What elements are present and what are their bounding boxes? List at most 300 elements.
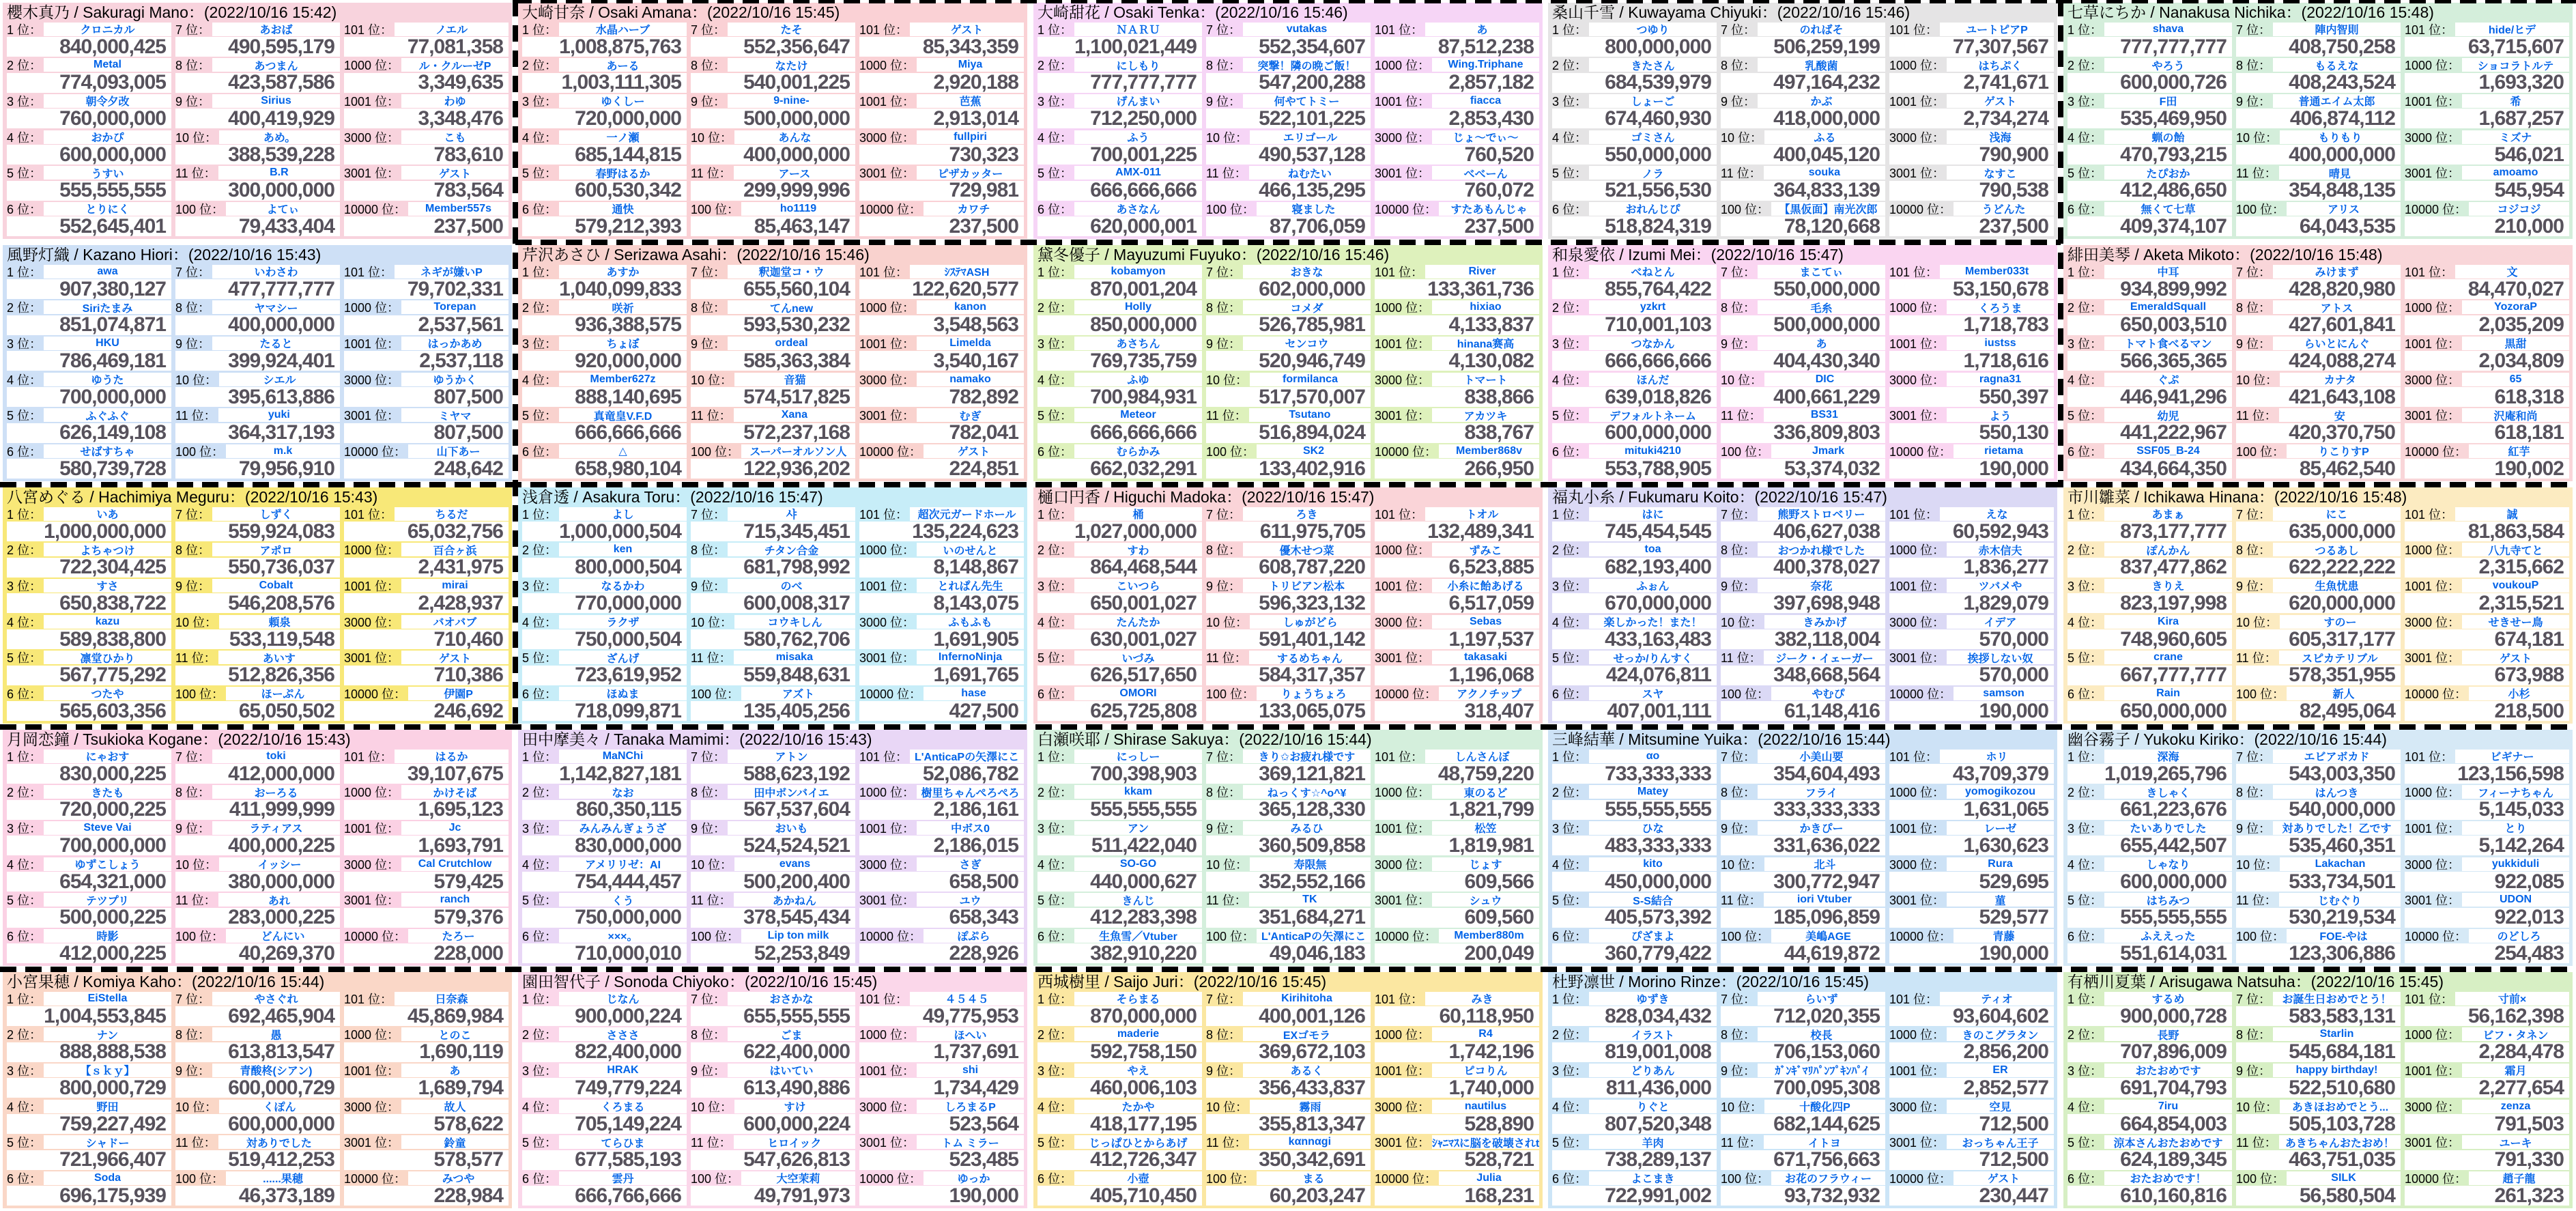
player-name-box[interactable] xyxy=(1074,750,1202,763)
player-name-link[interactable]: iori Vtuber xyxy=(1797,894,1852,906)
player-name-box[interactable] xyxy=(559,202,687,216)
player-name-box[interactable] xyxy=(1432,1135,1539,1149)
player-name-box[interactable] xyxy=(212,992,340,1006)
player-name-box[interactable] xyxy=(1589,857,1717,871)
player-name-link[interactable]: よう xyxy=(1989,410,2012,423)
player-name-box[interactable] xyxy=(559,750,687,763)
player-name-box[interactable] xyxy=(924,444,1024,458)
player-name-box[interactable] xyxy=(1432,821,1539,835)
player-name-link[interactable]: InfernoNinja xyxy=(938,651,1003,664)
player-name-link[interactable]: Sirius xyxy=(261,94,291,106)
player-name-link[interactable]: おっちゃん王子 xyxy=(1962,1137,2039,1150)
player-name-link[interactable]: ひな xyxy=(1642,823,1664,835)
player-name-link[interactable]: 浅海 xyxy=(1989,132,2012,144)
player-name-box[interactable] xyxy=(44,300,171,314)
player-name-link[interactable]: ぐぷ xyxy=(2157,375,2179,386)
player-name-link[interactable]: 熊野ストロベリー xyxy=(1777,509,1865,521)
player-name-box[interactable] xyxy=(44,893,171,907)
player-name-link[interactable]: にっしー xyxy=(1116,752,1160,763)
player-name-link[interactable]: きみかげ xyxy=(1803,617,1847,629)
player-name-box[interactable] xyxy=(1947,1100,2054,1113)
player-name-link[interactable]: ル・クルーゼP xyxy=(418,60,491,72)
player-name-link[interactable]: アクノチップ xyxy=(1457,689,1521,700)
player-name-link[interactable]: つなかん xyxy=(1631,339,1675,350)
player-name-link[interactable]: べねとん xyxy=(1631,267,1675,279)
player-name-box[interactable] xyxy=(212,821,340,835)
player-name-box[interactable] xyxy=(2280,373,2401,386)
player-name-link[interactable]: 霜月 xyxy=(2504,1066,2527,1077)
player-name-link[interactable]: トリビアン松本 xyxy=(1268,581,1345,593)
player-name-box[interactable] xyxy=(1432,58,1539,72)
player-name-link[interactable]: △ xyxy=(618,445,627,457)
player-name-box[interactable] xyxy=(44,615,171,629)
player-name-link[interactable]: てらひま xyxy=(601,1137,645,1150)
player-name-link[interactable]: とりにく xyxy=(85,204,130,216)
player-name-box[interactable] xyxy=(2104,1064,2232,1077)
player-name-link[interactable]: 美嶋AGE xyxy=(1805,931,1851,943)
player-name-link[interactable]: 新人 xyxy=(2332,689,2355,700)
player-name-link[interactable]: iustss xyxy=(1984,337,2016,349)
player-name-box[interactable] xyxy=(401,1027,509,1041)
player-name-link[interactable]: 9-nine- xyxy=(773,94,810,106)
player-name-box[interactable] xyxy=(1074,929,1202,943)
player-name-box[interactable] xyxy=(1074,373,1202,386)
player-name-link[interactable]: ranch xyxy=(440,894,470,906)
player-name-link[interactable]: Siriたまみ xyxy=(82,302,133,315)
player-name-link[interactable]: L'AnticaPの矢澤にこ xyxy=(914,752,1020,763)
player-name-box[interactable] xyxy=(401,58,509,72)
player-name-link[interactable]: UDON xyxy=(2499,894,2532,906)
player-name-link[interactable]: センコウ xyxy=(1285,339,1329,350)
player-name-link[interactable]: hide/ヒデ xyxy=(2488,25,2536,36)
player-name-box[interactable] xyxy=(1589,94,1717,108)
player-name-link[interactable]: mituki4210 xyxy=(1625,444,1681,457)
player-name-link[interactable]: よし xyxy=(612,509,634,521)
player-name-box[interactable] xyxy=(1432,373,1539,386)
player-name-link[interactable]: Member627z xyxy=(590,373,656,385)
player-name-box[interactable] xyxy=(1947,651,2054,664)
player-name-box[interactable] xyxy=(559,1135,687,1149)
player-name-link[interactable]: ゆうかく xyxy=(433,375,477,386)
player-name-box[interactable] xyxy=(1947,130,2054,144)
player-name-box[interactable] xyxy=(741,202,855,216)
player-name-box[interactable] xyxy=(728,821,855,835)
player-name-link[interactable]: むらかみ xyxy=(1116,446,1160,458)
player-name-box[interactable] xyxy=(559,337,687,350)
player-name-link[interactable]: 幼児 xyxy=(2157,410,2179,423)
player-name-link[interactable]: ｶﾞﾝｷﾞﾏﾘﾊﾟﾝﾌﾟｷﾝﾊﾟｲ xyxy=(1775,1066,1868,1077)
player-name-box[interactable] xyxy=(1589,166,1717,180)
player-name-box[interactable] xyxy=(2455,992,2569,1006)
player-name-link[interactable]: あきほおめでとう... xyxy=(2291,1102,2389,1113)
player-name-box[interactable] xyxy=(212,265,340,279)
player-name-box[interactable] xyxy=(1589,1135,1717,1149)
player-name-link[interactable]: Kirihitoha xyxy=(1281,992,1332,1004)
player-name-link[interactable]: kanon xyxy=(954,301,987,313)
player-name-link[interactable]: AMX-011 xyxy=(1115,167,1161,179)
player-name-link[interactable]: ユウ xyxy=(959,895,982,907)
player-name-link[interactable]: たそ xyxy=(780,25,803,36)
player-name-box[interactable] xyxy=(559,543,687,556)
player-name-link[interactable]: アン xyxy=(1127,823,1149,835)
player-name-box[interactable] xyxy=(1589,785,1717,799)
player-name-link[interactable]: ken xyxy=(613,543,633,556)
player-name-link[interactable]: S-S結合 xyxy=(1633,895,1673,907)
player-name-box[interactable] xyxy=(559,265,687,279)
player-name-box[interactable] xyxy=(219,857,340,871)
player-name-box[interactable] xyxy=(1947,1027,2054,1041)
player-name-box[interactable] xyxy=(1589,507,1717,521)
player-name-box[interactable] xyxy=(2104,857,2232,871)
player-name-link[interactable]: せっか/りんすく xyxy=(1613,653,1693,665)
player-name-box[interactable] xyxy=(44,651,171,664)
player-name-link[interactable]: つゆり xyxy=(1636,25,1670,36)
player-name-box[interactable] xyxy=(1243,1027,1371,1041)
player-name-box[interactable] xyxy=(212,94,340,108)
player-name-box[interactable] xyxy=(2104,1100,2232,1113)
player-name-box[interactable] xyxy=(1758,785,1885,799)
player-name-box[interactable] xyxy=(917,615,1024,629)
player-name-link[interactable]: 挨拶しない奴 xyxy=(1967,653,2033,665)
player-name-box[interactable] xyxy=(2462,1064,2569,1077)
player-name-box[interactable] xyxy=(1432,651,1539,664)
player-name-box[interactable] xyxy=(1243,23,1371,36)
player-name-box[interactable] xyxy=(1249,408,1371,422)
player-name-link[interactable]: ゴミさん xyxy=(1631,132,1675,144)
player-name-box[interactable] xyxy=(1432,785,1539,799)
player-name-box[interactable] xyxy=(219,1100,340,1113)
player-name-box[interactable] xyxy=(2104,58,2232,72)
player-name-link[interactable]: 菫 xyxy=(1994,895,2006,907)
player-name-box[interactable] xyxy=(728,94,855,108)
player-name-box[interactable] xyxy=(734,130,855,144)
player-name-box[interactable] xyxy=(401,166,509,180)
player-name-box[interactable] xyxy=(1589,821,1717,835)
player-name-link[interactable]: 鈴童 xyxy=(444,1137,466,1150)
player-name-link[interactable]: テツプリ xyxy=(85,895,130,907)
player-name-box[interactable] xyxy=(559,166,687,180)
player-name-link[interactable]: 時影 xyxy=(96,931,119,943)
player-name-box[interactable] xyxy=(1764,373,1885,386)
player-name-link[interactable]: ふもふも xyxy=(948,617,992,629)
player-name-box[interactable] xyxy=(1243,992,1371,1006)
player-name-link[interactable]: 黒甜 xyxy=(2504,339,2527,350)
player-name-link[interactable]: ナン xyxy=(96,1029,119,1042)
player-name-link[interactable]: YozoraP xyxy=(2494,301,2537,313)
player-name-link[interactable]: evans xyxy=(779,857,811,870)
player-name-box[interactable] xyxy=(1758,821,1885,835)
player-name-box[interactable] xyxy=(1257,202,1371,216)
player-name-box[interactable] xyxy=(2104,1171,2232,1185)
player-name-link[interactable]: はいてい xyxy=(769,1066,814,1077)
player-name-box[interactable] xyxy=(2462,94,2569,108)
player-name-link[interactable]: 突撃！隣の晩ご飯！ xyxy=(1257,60,1356,72)
player-name-box[interactable] xyxy=(401,543,509,556)
player-name-link[interactable]: ふゆ xyxy=(1127,375,1149,386)
player-name-link[interactable]: ずみこ xyxy=(1469,545,1502,557)
player-name-link[interactable]: たると xyxy=(259,339,293,350)
player-name-link[interactable]: イデア xyxy=(1984,617,2017,629)
player-name-box[interactable] xyxy=(212,507,340,521)
player-name-box[interactable] xyxy=(1954,929,2054,943)
player-name-box[interactable] xyxy=(2280,857,2401,871)
player-name-box[interactable] xyxy=(212,1027,340,1041)
player-name-box[interactable] xyxy=(2104,444,2232,458)
player-name-box[interactable] xyxy=(2104,893,2232,907)
player-name-link[interactable]: ゲスト xyxy=(1987,1173,2020,1185)
player-name-link[interactable]: レーゼ xyxy=(1984,823,2017,835)
player-name-box[interactable] xyxy=(44,1100,171,1113)
player-name-box[interactable] xyxy=(728,507,855,521)
player-name-box[interactable] xyxy=(559,651,687,664)
player-name-link[interactable]: MaNChi xyxy=(602,750,644,762)
player-name-link[interactable]: 故人 xyxy=(444,1102,466,1113)
player-name-box[interactable] xyxy=(1074,265,1202,279)
player-name-box[interactable] xyxy=(1257,1171,1371,1185)
player-name-link[interactable]: River xyxy=(1468,265,1496,277)
player-name-box[interactable] xyxy=(218,166,340,180)
player-name-link[interactable]: 対ありでした xyxy=(246,1137,312,1150)
player-name-link[interactable]: ordeal xyxy=(775,337,808,349)
player-name-link[interactable]: 百合ヶ浜 xyxy=(433,545,477,557)
player-name-box[interactable] xyxy=(1940,992,2054,1006)
player-name-link[interactable]: あさなん xyxy=(1116,204,1160,216)
player-name-link[interactable]: 愚 xyxy=(270,1029,282,1042)
player-name-link[interactable]: カワチ xyxy=(957,204,990,216)
player-name-link[interactable]: 樹里ちゃんぺろぺろ xyxy=(921,787,1020,799)
player-name-link[interactable]: fullpiri xyxy=(954,130,987,143)
player-name-link[interactable]: ホリ xyxy=(1986,752,2008,763)
player-name-link[interactable]: 寸前× xyxy=(2498,994,2527,1006)
player-name-box[interactable] xyxy=(2104,615,2232,629)
player-name-box[interactable] xyxy=(401,651,509,664)
player-name-box[interactable] xyxy=(2273,265,2401,279)
player-name-link[interactable]: クロニカル xyxy=(80,25,135,36)
player-name-link[interactable]: すたあもんじゃ xyxy=(1450,204,1528,216)
player-name-box[interactable] xyxy=(2273,992,2401,1006)
player-name-box[interactable] xyxy=(559,94,687,108)
player-name-box[interactable] xyxy=(1589,1064,1717,1077)
player-name-box[interactable] xyxy=(44,373,171,386)
player-name-box[interactable] xyxy=(2469,444,2569,458)
player-name-link[interactable]: Limelda xyxy=(949,337,991,349)
player-name-box[interactable] xyxy=(1940,265,2054,279)
player-name-box[interactable] xyxy=(1243,785,1371,799)
player-name-link[interactable]: トマート xyxy=(1463,375,1508,386)
player-name-link[interactable]: コジコジ xyxy=(2497,204,2541,216)
player-name-box[interactable] xyxy=(1589,893,1717,907)
player-name-box[interactable] xyxy=(44,821,171,835)
player-name-link[interactable]: やさぐれ xyxy=(254,994,298,1006)
player-name-box[interactable] xyxy=(910,507,1024,521)
player-name-box[interactable] xyxy=(44,857,171,871)
player-name-box[interactable] xyxy=(2462,615,2569,629)
player-name-box[interactable] xyxy=(401,130,509,144)
player-name-box[interactable] xyxy=(1074,579,1202,593)
player-name-box[interactable] xyxy=(728,750,855,763)
player-name-link[interactable]: kobamyon xyxy=(1111,265,1166,277)
player-name-box[interactable] xyxy=(44,507,171,521)
player-name-box[interactable] xyxy=(401,1135,509,1149)
player-name-link[interactable]: しずく xyxy=(259,509,293,521)
player-name-link[interactable]: スーパーオルソン人 xyxy=(749,446,847,458)
player-name-link[interactable]: みつや xyxy=(442,1173,475,1185)
player-name-box[interactable] xyxy=(212,23,340,36)
player-name-box[interactable] xyxy=(2287,1171,2401,1185)
player-name-link[interactable]: voukouP xyxy=(2492,579,2539,591)
player-name-link[interactable]: 春野はるか xyxy=(595,168,650,180)
player-name-box[interactable] xyxy=(910,265,1024,279)
player-name-box[interactable] xyxy=(1074,408,1202,422)
player-name-box[interactable] xyxy=(728,785,855,799)
player-name-box[interactable] xyxy=(728,58,855,72)
player-name-link[interactable]: m.k xyxy=(273,444,293,457)
player-name-link[interactable]: 無くて七草 xyxy=(2141,204,2196,216)
player-name-link[interactable]: ふぉん xyxy=(1636,581,1670,593)
player-name-link[interactable]: にこ xyxy=(2325,509,2348,521)
player-name-box[interactable] xyxy=(44,1171,171,1185)
player-name-link[interactable]: みけまず xyxy=(2315,267,2359,279)
player-name-link[interactable]: エビアボカド xyxy=(2304,752,2370,763)
player-name-box[interactable] xyxy=(2462,337,2569,350)
player-name-link[interactable]: ミヤマ xyxy=(438,410,472,423)
player-name-link[interactable]: カナタ xyxy=(2323,375,2357,386)
player-name-link[interactable]: アメリリゼ：AI xyxy=(585,859,661,871)
player-name-box[interactable] xyxy=(2104,337,2232,350)
player-name-box[interactable] xyxy=(1947,615,2054,629)
player-name-link[interactable]: わゆ xyxy=(444,96,466,108)
player-name-box[interactable] xyxy=(1249,166,1371,180)
player-name-link[interactable]: せばすちゃ xyxy=(80,446,135,458)
player-name-link[interactable]: げんまい xyxy=(1116,96,1160,108)
player-name-box[interactable] xyxy=(1764,651,1885,664)
player-name-box[interactable] xyxy=(728,1064,855,1077)
player-name-box[interactable] xyxy=(44,785,171,799)
player-name-link[interactable]: Member880m xyxy=(1454,929,1524,941)
player-name-link[interactable]: ragna31 xyxy=(1979,373,2022,385)
player-name-box[interactable] xyxy=(401,1100,509,1113)
player-name-link[interactable]: ゲスト xyxy=(2499,653,2532,665)
player-name-box[interactable] xyxy=(2462,1027,2569,1041)
player-name-link[interactable]: Miya xyxy=(958,59,983,71)
player-name-box[interactable] xyxy=(2104,821,2232,835)
player-name-link[interactable]: くろまる xyxy=(601,1102,645,1113)
player-name-box[interactable] xyxy=(1074,444,1202,458)
player-name-box[interactable] xyxy=(559,1027,687,1041)
player-name-box[interactable] xyxy=(917,785,1024,799)
player-name-box[interactable] xyxy=(2273,300,2401,314)
player-name-link[interactable]: きり✩お疲れ様です xyxy=(1258,752,1356,763)
player-name-link[interactable]: Rain xyxy=(2156,687,2180,699)
player-name-link[interactable]: なすこ xyxy=(1984,168,2017,180)
player-name-link[interactable]: 青藤 xyxy=(1992,931,2015,943)
player-name-link[interactable]: 雲丹 xyxy=(612,1173,634,1185)
player-name-box[interactable] xyxy=(1249,651,1371,664)
player-name-link[interactable]: shava xyxy=(2152,23,2184,35)
player-name-link[interactable]: 赤木信夫 xyxy=(1978,545,2022,557)
player-name-link[interactable]: ER xyxy=(1992,1064,2008,1076)
player-name-link[interactable]: 通快 xyxy=(612,204,634,216)
player-name-box[interactable] xyxy=(219,130,340,144)
player-name-link[interactable]: イトヨ xyxy=(1807,1137,1841,1150)
player-name-box[interactable] xyxy=(2287,929,2401,943)
player-name-box[interactable] xyxy=(1432,337,1539,350)
player-name-link[interactable]: アカツキ xyxy=(1463,410,1508,423)
player-name-link[interactable]: Member557s xyxy=(425,202,491,214)
player-name-box[interactable] xyxy=(212,750,340,763)
player-name-link[interactable]: ゆずこしょう xyxy=(74,859,141,871)
player-name-link[interactable]: 野田 xyxy=(96,1102,119,1113)
player-name-link[interactable]: ユートピアP xyxy=(1966,25,2028,36)
player-name-link[interactable]: ｼｬﾆﾏｽに脳を破壊されt xyxy=(1432,1137,1539,1150)
player-name-box[interactable] xyxy=(1432,543,1539,556)
player-name-link[interactable]: 十酸化四P xyxy=(1799,1102,1850,1113)
player-name-box[interactable] xyxy=(226,1171,340,1185)
player-name-box[interactable] xyxy=(1764,1100,1885,1113)
player-name-link[interactable]: すわ xyxy=(1127,545,1149,557)
player-name-box[interactable] xyxy=(1425,507,1539,521)
player-name-box[interactable] xyxy=(1589,265,1717,279)
player-name-box[interactable] xyxy=(1439,929,1539,943)
player-name-box[interactable] xyxy=(44,94,171,108)
player-name-link[interactable]: 田中ボンバイエ xyxy=(754,787,829,799)
player-name-box[interactable] xyxy=(226,687,340,700)
player-name-box[interactable] xyxy=(2273,94,2401,108)
player-name-link[interactable]: あれ xyxy=(268,895,290,907)
player-name-link[interactable]: トオル xyxy=(1465,509,1499,521)
player-name-box[interactable] xyxy=(1432,1064,1539,1077)
player-name-box[interactable] xyxy=(1589,543,1717,556)
player-name-box[interactable] xyxy=(559,893,687,907)
player-name-box[interactable] xyxy=(1074,543,1202,556)
player-name-box[interactable] xyxy=(2104,543,2232,556)
player-name-box[interactable] xyxy=(1074,58,1202,72)
player-name-link[interactable]: hixiao xyxy=(1470,301,1502,313)
player-name-link[interactable]: おつかれ様でした xyxy=(1777,545,1865,557)
player-name-link[interactable]: αo xyxy=(1646,750,1660,762)
player-name-link[interactable]: 蝋の飴 xyxy=(2151,132,2185,144)
player-name-box[interactable] xyxy=(924,1171,1024,1185)
player-name-box[interactable] xyxy=(2104,785,2232,799)
player-name-box[interactable] xyxy=(917,408,1024,422)
player-name-link[interactable]: うどんた xyxy=(1981,204,2026,216)
player-name-link[interactable]: kkam xyxy=(1124,786,1152,798)
player-name-link[interactable]: あんな xyxy=(778,132,812,144)
player-name-box[interactable] xyxy=(910,23,1024,36)
player-name-box[interactable] xyxy=(2273,821,2401,835)
player-name-box[interactable] xyxy=(559,130,687,144)
player-name-box[interactable] xyxy=(1758,543,1885,556)
player-name-box[interactable] xyxy=(917,893,1024,907)
player-name-link[interactable]: たいありでした xyxy=(2130,823,2207,835)
player-name-link[interactable]: ビフ・タネン xyxy=(2482,1029,2549,1042)
player-name-link[interactable]: ふええった xyxy=(2141,931,2196,943)
player-name-link[interactable]: ノラ xyxy=(1642,168,1664,180)
player-name-box[interactable] xyxy=(218,651,340,664)
player-name-box[interactable] xyxy=(1432,130,1539,144)
player-name-link[interactable]: りぐと xyxy=(1636,1102,1670,1113)
player-name-box[interactable] xyxy=(728,543,855,556)
player-name-box[interactable] xyxy=(559,687,687,700)
player-name-link[interactable]: 超次元ガードホール xyxy=(917,509,1016,521)
player-name-box[interactable] xyxy=(2104,94,2232,108)
player-name-box[interactable] xyxy=(2462,1100,2569,1113)
player-name-box[interactable] xyxy=(212,543,340,556)
player-name-box[interactable] xyxy=(44,750,171,763)
player-name-link[interactable]: Member033t xyxy=(1964,265,2029,277)
player-name-box[interactable] xyxy=(741,687,855,700)
player-name-link[interactable]: F田 xyxy=(2159,96,2177,108)
